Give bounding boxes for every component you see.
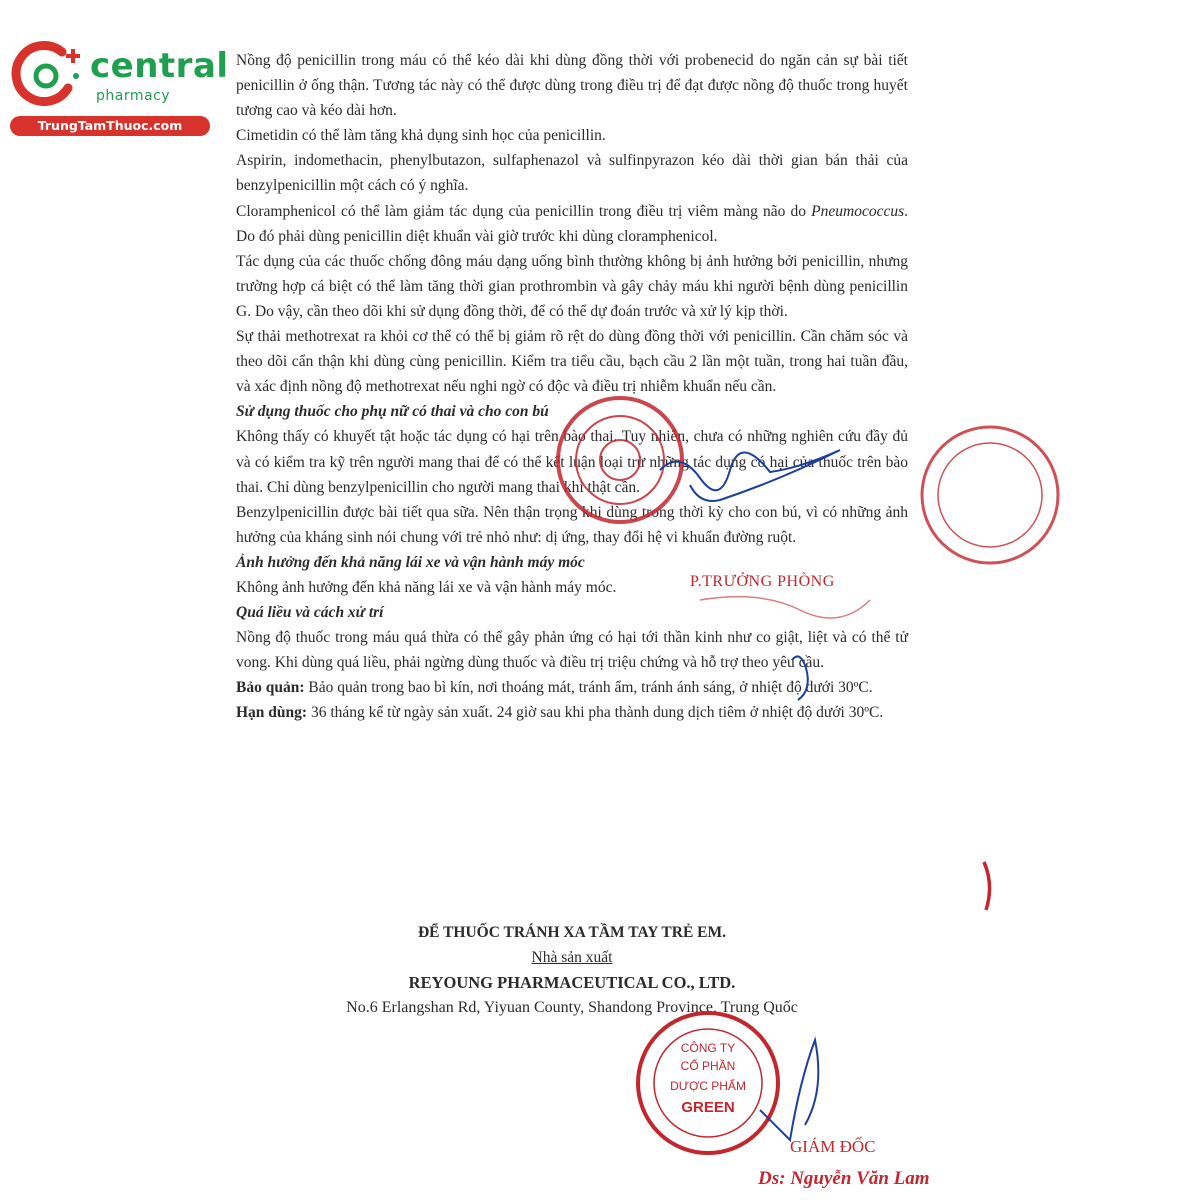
paragraph-cimetidin: Cimetidin có thể làm tăng khả dụng sinh học của penicillin. xyxy=(236,127,606,145)
logo-brand-name: central xyxy=(90,46,229,86)
director-signature xyxy=(760,1040,818,1140)
shelf-life-label: Hạn dùng: xyxy=(236,704,308,722)
paragraph-pregnancy: Không thấy có khuyết tật hoặc tác dụng có hại trên bào thai. Tuy nhiên, chưa có những nghiên cứu đầy đủ và có kiểm tra kỹ trên người mang thai để có thể kết luận loại trừ những tác dụng có hại của thuốc trên bào thai. Chỉ dùng benzylpenicillin cho người mang thai khi thật cần. xyxy=(236,428,908,496)
paragraph-cloramphenicol-b: . Do đó phải dùng penicillin diệt khuẩn vài giờ trước khi dùng cloramphenicol. xyxy=(236,202,908,245)
paragraph-driving: Không ảnh hưởng đến khả năng lái xe và vận hành máy móc. xyxy=(236,578,617,596)
heading-overdose: Quá liều và cách xử trí xyxy=(236,604,384,622)
heading-pregnancy: Sử dụng thuốc cho phụ nữ có thai và cho con bú xyxy=(236,403,549,421)
stamp-line1: CÔNG TY xyxy=(680,1041,736,1055)
stamp-line4: GREEN xyxy=(681,1099,735,1116)
paragraph-storage xyxy=(236,675,908,700)
heading-driving: Ảnh hưởng đến khả năng lái xe và vận hành máy móc xyxy=(236,553,585,571)
paragraph-lactation: Benzylpenicillin được bài tiết qua sữa. Nên thận trọng khi dùng trong thời kỳ cho con bú, vì có những ảnh hưởng của kháng sinh nói chung với trẻ nhỏ như: dị ứng, thay đổi hệ vi khuẩn đường ruột. xyxy=(236,503,908,546)
red-margin-mark xyxy=(984,862,990,910)
pneumococcus-term: Pneumococcus xyxy=(811,202,905,220)
document-body xyxy=(236,48,908,726)
paragraph-aspirin: Aspirin, indomethacin, phenylbutazon, sulfaphenazol và sulfinpyrazon kéo dài thời gian bán thải của benzylpenicillin một cách có ý nghĩa. xyxy=(236,152,908,195)
paragraph-overdose: Nồng độ thuốc trong máu quá thừa có thể gây phản ứng có hại tới thần kinh như co giật, liệt và có thể tử vong. Khi dùng quá liều, phải ngừng dùng thuốc và điều trị triệu chứng và hỗ trợ theo yêu cầu. xyxy=(236,629,908,672)
right-edge-stamp xyxy=(922,427,1058,563)
stamp-line3: DƯỢC PHẨM xyxy=(670,1079,746,1093)
child-warning: ĐỂ THUỐC TRÁNH XA TẦM TAY TRẺ EM. xyxy=(417,924,727,941)
paragraph-anticoagulant: Tác dụng của các thuốc chống đông máu dạng uống bình thường không bị ảnh hưởng bởi penicillin, nhưng trường hợp cá biệt có thể làm tăng thời gian prothrombin và gây chảy máu khi người bệnh dùng penicillin G. Do vậy, cần theo dõi khi sử dụng đồng thời, để có thể dự đoán trước và xử lý kịp thời. xyxy=(236,252,908,320)
storage-label: Bảo quản: xyxy=(236,679,305,697)
paragraph-cloramphenicol xyxy=(236,199,908,249)
manufacturer-address: No.6 Erlangshan Rd, Yiyuan County, Shandong Province, Trung Quốc xyxy=(346,999,798,1016)
logo-url-badge: TrungTamThuoc.com xyxy=(10,116,210,136)
manufacturer-name: REYOUNG PHARMACEUTICAL CO., LTD. xyxy=(408,973,736,992)
paragraph-probenecid: Nồng độ penicillin trong máu có thể kéo dài khi dùng đồng thời với probenecid do ngăn cản sự bài tiết penicillin ở ống thận. Tương tác này có thể được dùng trong điều trị để đạt được nồng độ thuốc trong huyết tương cao và kéo dài hơn. xyxy=(236,52,908,120)
director-name: Ds: Nguyễn Văn Lam xyxy=(758,1168,930,1189)
central-pharmacy-logo xyxy=(10,38,229,138)
paragraph-methotrexat: Sự thải methotrexat ra khỏi cơ thể có thể bị giảm rõ rệt do dùng đồng thời với penicillin. Cần chăm sóc và theo dõi cẩn thận khi dùng cùng penicillin. Kiểm tra tiểu cầu, bạch cầu 2 lần một tuần, trong hai tuần đầu, và xác định nồng độ methotrexat nếu nghi ngờ có độc và điều trị nhiễm khuẩn nếu cần. xyxy=(236,328,908,396)
stamp-line2: CỔ PHẦN xyxy=(680,1059,736,1073)
manufacturer-label: Nhà sản xuất xyxy=(531,949,613,966)
paragraph-cloramphenicol-a: Cloramphenicol có thể làm giảm tác dụng của penicillin trong điều trị viêm màng não do xyxy=(236,202,812,220)
storage-text: Bảo quản trong bao bì kín, nơi thoáng mát, tránh ẩm, tránh ánh sáng, ở nhiệt độ dưới 30ºC. xyxy=(304,679,873,697)
office-head-title: P.TRƯỞNG PHÒNG xyxy=(690,573,835,590)
paragraph-shelf-life xyxy=(236,700,908,725)
document-footer xyxy=(236,920,908,1020)
shelf-life-text: 36 tháng kể từ ngày sản xuất. 24 giờ sau khi pha thành dung dịch tiêm ở nhiệt độ dưới 30ºC. xyxy=(307,704,884,722)
green-company-stamp xyxy=(638,1013,778,1153)
central-logo-icon xyxy=(10,38,88,114)
director-title: GIÁM ĐỐC xyxy=(790,1137,876,1156)
logo-brand-sub: pharmacy xyxy=(96,88,171,104)
